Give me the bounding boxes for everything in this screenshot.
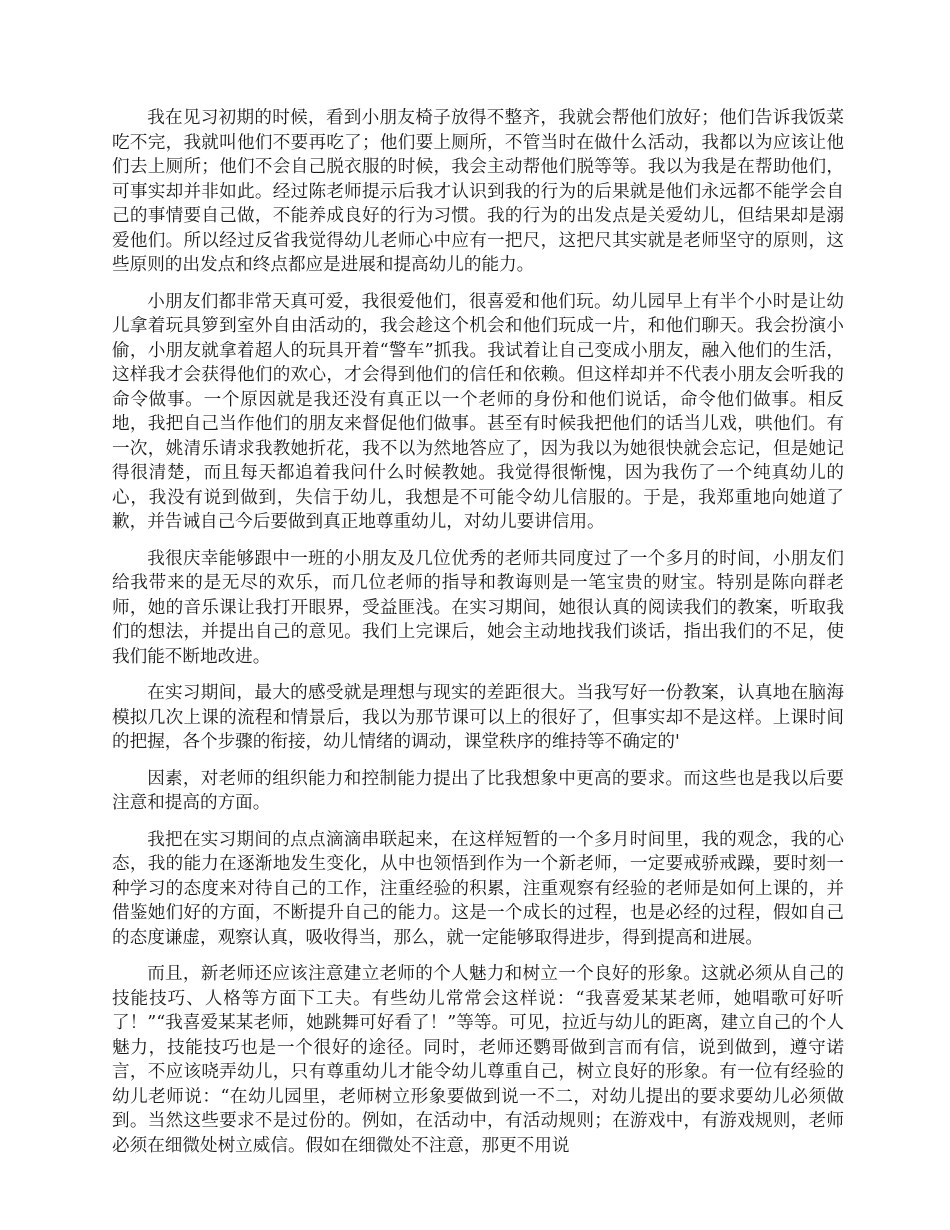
paragraph-2: 小朋友们都非常天真可爱，我很爱他们，很喜爱和他们玩。幼儿园早上有半个小时是让幼儿拿着玩具箩到室外自由活动的，我会趁这个机会和他们玩成一片，和他们聊天。我会扮演小偷，小朋友就拿着超人的玩具开着“警车”抓我。我试着让自己变成小朋友，融入他们的生活，这样我才会获得他们的欢心，才会得到他们的信任和依赖。但这样却并不代表小朋友会听我的命令做事。一个原因就是我还没有真正以一个老师的身份和他们说话，命令他们做事。相反地，我把自己当作他们的朋友来督促他们做事。甚至有时候我把他们的话当儿戏，哄他们。有一次，姚清乐请求我教她折花，我不以为然地答应了，因为我以为她很快就会忘记，但是她记得很清楚，而且每天都追着我问什么时候教她。我觉得很惭愧，因为我伤了一个纯真幼儿的心，我没有说到做到，失信于幼儿，我想是不可能令幼儿信服的。于是，我郑重地向她道了歉，并告诫自己今后要做到真正地尊重幼儿，对幼儿要讲信用。 xyxy=(112,291,844,532)
paragraph-4: 在实习期间，最大的感受就是理想与现实的差距很大。当我写好一份教案，认真地在脑海模拟几次上课的流程和情景后，我以为那节课可以上的很好了，但事实却不是这样。上课时间的把握，各个步骤的衔接，幼儿情绪的调动，课堂秩序的维持等不确定的' xyxy=(112,683,844,752)
paragraph-3: 我很庆幸能够跟中一班的小朋友及几位优秀的老师共同度过了一个多月的时间，小朋友们给我带来的是无尽的欢乐，而几位老师的指导和教诲则是一笔宝贵的财宝。特别是陈向群老师，她的音乐课让我打开眼界，受益匪浅。在实习期间，她很认真的阅读我们的教案，听取我们的想法，并提出自己的意见。我们上完课后，她会主动地找我们谈话，指出我们的不足，使我们能不断地改进。 xyxy=(112,548,844,667)
paragraph-6: 我把在实习期间的点点滴滴串联起来，在这样短暂的一个多月时间里，我的观念，我的心态，我的能力在逐渐地发生变化，从中也领悟到作为一个新老师，一定要戒骄戒躁，要时刻一种学习的态度来对待自己的工作，注重经验的积累，注重观察有经验的老师是如何上课的，并借鉴她们好的方面，不断提升自己的能力。这是一个成长的过程，也是必经的过程，假如自己的态度谦虚，观察认真，吸收得当，那么，就一定能够取得进步，得到提高和进展。 xyxy=(112,829,844,948)
paragraph-7: 而且，新老师还应该注意建立老师的个人魅力和树立一个良好的形象。这就必须从自己的技能技巧、人格等方面下工夫。有些幼儿常常会这样说：“我喜爱某某老师，她唱歌可好听了！”“我喜爱某某老师，她跳舞可好看了！”等等。可见，拉近与幼儿的距离，建立自己的个人魅力，技能技巧也是一个很好的途径。同时，老师还鹦哥做到言而有信，说到做到，遵守诺言，不应该哓弄幼儿，只有尊重幼儿才能令幼儿尊重自己，树立良好的形象。有一位有经验的幼儿老师说：“在幼儿园里，老师树立形象要做到说一不二，对幼儿提出的要求要幼儿必须做到。当然这些要求不是过份的。例如，在活动中，有活动规则；在游戏中，有游戏规则，老师必须在细微处树立威信。假如在细微处不注意，那更不用说 xyxy=(112,964,844,1156)
paragraph-1: 我在见习初期的时候，看到小朋友椅子放得不整齐，我就会帮他们放好；他们告诉我饭菜吃不完，我就叫他们不要再吃了；他们要上厕所，不管当时在做什么活动，我都以为应该让他们去上厕所；他们不会自己脱衣服的时候，我会主动帮他们脱等等。我以为我是在帮助他们，可事实却并非如此。经过陈老师提示后我才认识到我的行为的后果就是他们永远都不能学会自己的事情要自己做，不能养成良好的行为习惯。我的行为的出发点是关爱幼儿，但结果却是溺爱他们。所以经过反省我觉得幼儿老师心中应有一把尺，这把尺其实就是老师坚守的原则，这些原则的出发点和终点都应是进展和提高幼儿的能力。 xyxy=(112,108,844,275)
document-body xyxy=(112,106,844,1170)
paragraph-5: 因素，对老师的组织能力和控制能力提出了比我想象中更高的要求。而这些也是我以后要注意和提高的方面。 xyxy=(112,768,844,813)
